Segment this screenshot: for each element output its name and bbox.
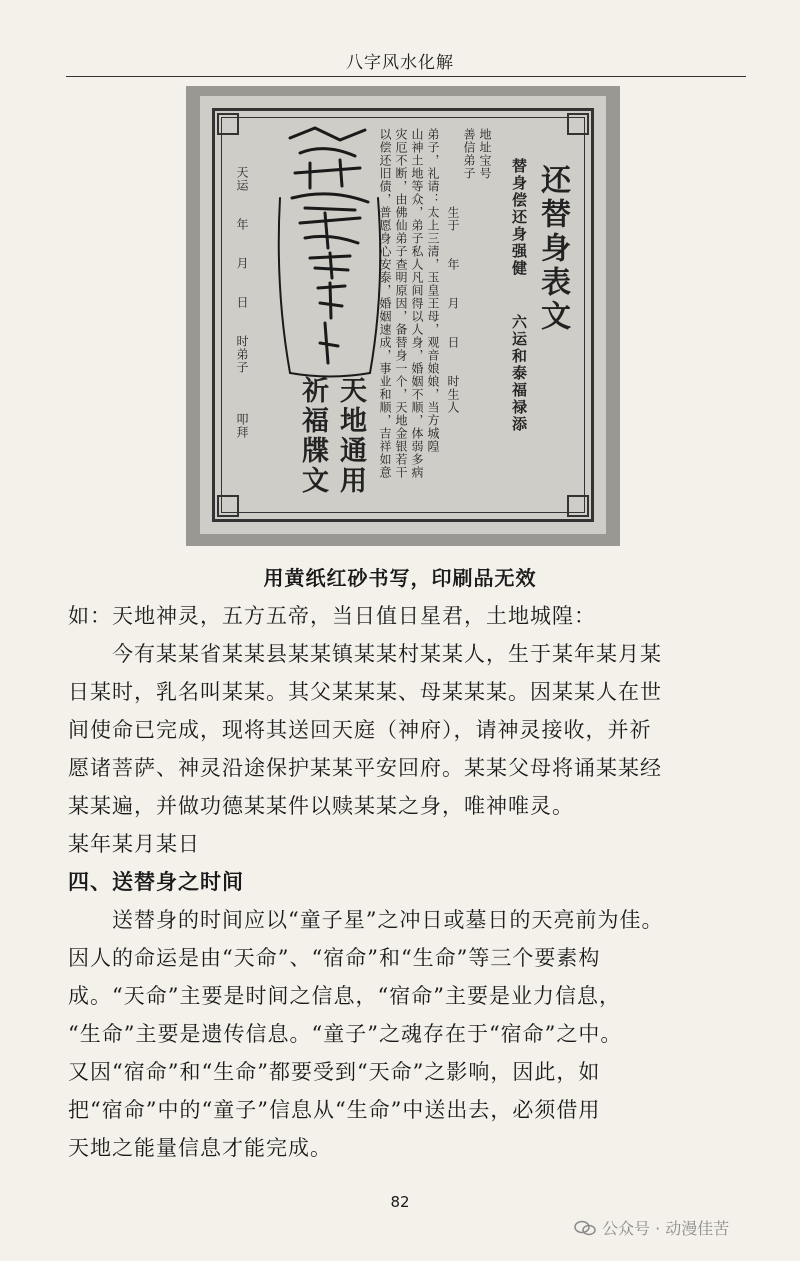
figure-caption: 用黄纸红砂书写，印刷品无效 [263, 566, 537, 590]
photo-body-1: 弟子，礼请：太上三清，玉皇王母，观音娘娘，当方城隍 [426, 128, 440, 453]
photo-big-text-1: 天地通用 [335, 376, 366, 496]
watermark-text: 公众号 · 动漫佳苦 [602, 1219, 730, 1238]
body-line: 愿诸菩萨、神灵沿途保护某某平安回府。某某父母将诵某某经 [68, 756, 662, 780]
header-rule [66, 76, 746, 77]
talisman-seal-script [270, 118, 390, 388]
photo-big-text-2: 祈福牒文 [297, 376, 328, 496]
section-line: “生命”主要是遗传信息。“童子”之魂存在于“宿命”之中。 [68, 1022, 623, 1046]
photo-paper [200, 96, 606, 534]
photo-body-3: 灾厄不断，由佛仙弟子查明原因，备替身一个，天地金银若干 [394, 128, 408, 479]
section-line: 成。“天命”主要是时间之信息，“宿命”主要是业力信息， [68, 984, 621, 1008]
photo-body-2: 山神土地等众，弟子私人凡间得以人身，婚姻不顺，体弱多病 [410, 128, 424, 479]
talisman-photo [186, 86, 620, 546]
body-line: 今有某某省某某县某某镇某某村某某人，生于某年某月某 [68, 642, 662, 666]
chat-bubble-icon [574, 1220, 596, 1236]
watermark [574, 1216, 729, 1239]
photo-subtitle-1: 替身偿还身强健 [510, 158, 528, 277]
photo-col-birth: 生于 年 月 日 时生人 [446, 206, 460, 414]
running-header: 八字风水化解 [346, 53, 454, 73]
section-heading: 四、送替身之时间 [68, 869, 244, 894]
body-line: 如：天地神灵，五方五帝，当日值日星君，土地城隍： [68, 604, 596, 628]
page-number: 82 [390, 1193, 410, 1211]
body-line: 某年某月某日 [68, 832, 200, 856]
section-line: 天地之能量信息才能完成。 [68, 1136, 332, 1160]
body-line: 某某遍，并做功德某某件以赎某某之身，唯神唯灵。 [68, 794, 574, 818]
photo-title: 还替身表文 [535, 164, 570, 334]
section-line: 因人的命运是由“天命”、“宿命”和“生命”等三个要素构 [68, 946, 601, 970]
photo-date-line: 天运 年 月 日 时弟子 叩拜 [235, 166, 249, 439]
body-line: 日某时，乳名叫某某。其父某某某、母某某某。因某某人在世 [68, 680, 662, 704]
photo-col-address: 地址宝号 [478, 128, 492, 180]
photo-col-disciple: 善信弟子 [462, 128, 476, 180]
section-line: 送替身的时间应以“童子星”之冲日或墓日的天亮前为佳。 [68, 908, 664, 932]
section-line: 把“宿命”中的“童子”信息从“生命”中送出去，必须借用 [68, 1098, 601, 1122]
section-line: 又因“宿命”和“生命”都要受到“天命”之影响，因此，如 [68, 1060, 601, 1084]
photo-subtitle-2: 六运和泰福禄添 [510, 314, 528, 433]
body-line: 间使命已完成，现将其送回天庭（神府），请神灵接收，并祈 [68, 718, 652, 742]
photo-body-4: 以偿还旧债，普愿身心安泰，婚姻速成，事业和顺，吉祥如意 [378, 128, 392, 479]
